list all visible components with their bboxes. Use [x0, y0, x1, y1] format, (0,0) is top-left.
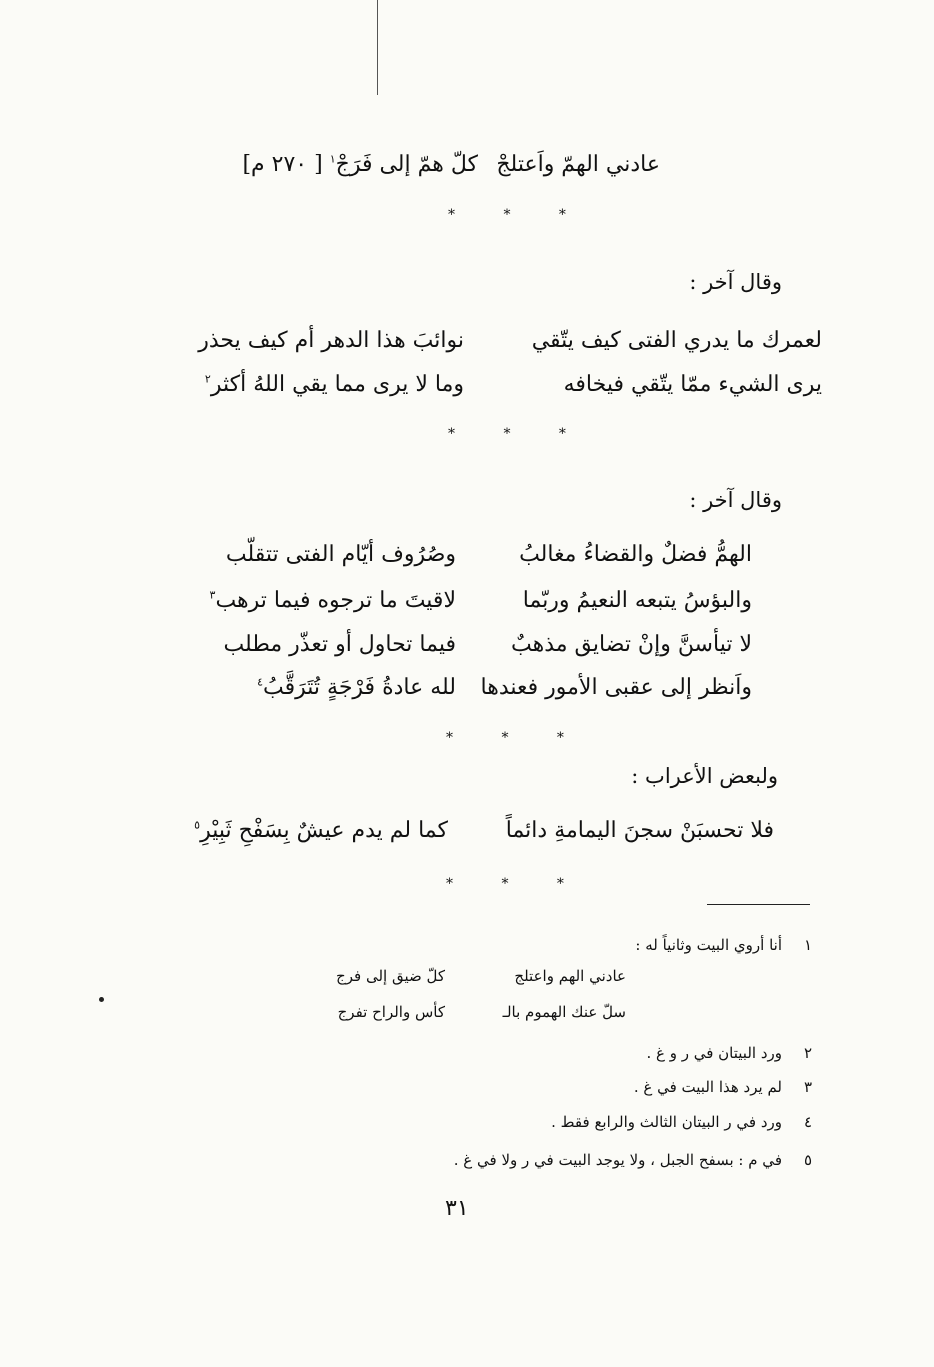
section-divider-stars: * * * — [446, 876, 586, 892]
footnote-4 — [300, 1113, 812, 1131]
verse-first-hemistich: فلا تحسبَنْ سجنَ اليمامةِ دائماً — [505, 818, 774, 843]
footnote-text: ورد البيتان في ر و غ . — [646, 1044, 782, 1062]
section-intro: وقال آخر : — [689, 270, 782, 294]
footnote-separator — [707, 904, 810, 905]
verse-first-hemistich: يرى الشيء ممّا يتّقي فيخافه — [563, 372, 822, 397]
footnote-verse-first: سلّ عنك الهموم بالـ — [502, 1003, 626, 1021]
footnote-marker: ٥ — [194, 818, 201, 832]
verse-first-hemistich: والبؤسُ يتبعه النعيمُ وربّما — [522, 588, 752, 613]
verse-second-hemistich: كما لم يدم عيشٌ بِسَفْحِ ثَبِيْرِ$^٥$ — [194, 818, 448, 843]
footnote-verse-second: كأس والراح تفرج — [337, 1003, 445, 1021]
section-divider-stars: * * * — [446, 730, 586, 746]
footnote-marker: ١ — [329, 152, 336, 166]
verse-second-hemistich: وصُرُوف أيّام الفتى تتقلّب — [225, 542, 456, 567]
footnote-text: في م : بسفح الجبل ، ولا يوجد البيت في ر ولا في غ . — [453, 1151, 782, 1169]
footnote-text: ورد في ر البيتان الثالث والرابع فقط . — [551, 1113, 782, 1131]
footnote-text: أنا أروي البيت وثانياً له : — [635, 936, 782, 954]
footnote-marker: ٤ — [257, 675, 264, 689]
footnote-marker: ٣ — [209, 588, 216, 602]
verse-first-hemistich: عادني الهمّ واَعتلجْ — [496, 152, 660, 177]
footnote-3 — [300, 1078, 812, 1096]
footnote-text: لم يرد هذا البيت في غ . — [633, 1078, 782, 1096]
footnote-verse-second: كلّ ضيق إلى فرج — [336, 967, 445, 985]
verse-second-hemistich: كلّ همّ إلى فَرَجْ$^١$ [ ٢٧٠ م] — [242, 152, 478, 177]
verse-second-hemistich: لاقيتَ ما ترجوه فيما ترهب$^٣$ — [209, 588, 456, 613]
verse-first-hemistich: واَنظر إلى عقبى الأمور فعندها — [480, 675, 752, 700]
manuscript-reference: [ ٢٧٠ م] — [242, 152, 323, 177]
verse-second-hemistich: وما لا يرى مما يقي اللهُ أكثر$^٢$ — [204, 372, 464, 397]
verse-first-hemistich: لعمرك ما يدري الفتى كيف يتّقي — [531, 328, 822, 353]
section-intro: وقال آخر : — [689, 488, 782, 512]
verse-first-hemistich: لا تيأسنَّ وإنْ تضايق مذهبٌ — [511, 632, 752, 657]
footnote-verse-first: عادني الهم واعتلج — [514, 967, 626, 985]
verse-second-hemistich: نوائبَ هذا الدهر أم كيف يحذر — [198, 328, 464, 353]
verse-first-hemistich: الهمُّ فضلٌ والقضاءُ مغالبُ — [519, 542, 752, 567]
footnote-number: ٤ — [803, 1113, 812, 1131]
footnote-marker: ٢ — [204, 372, 211, 386]
ink-speck — [99, 997, 104, 1002]
footnote-number: ٣ — [803, 1078, 812, 1096]
footnote-number: ٥ — [803, 1151, 812, 1169]
footnote-5 — [300, 1151, 812, 1169]
footnote-number: ٢ — [803, 1044, 812, 1062]
verse-second-hemistich: فيما تحاول أو تعذّر مطلب — [223, 632, 456, 657]
footnote-2 — [300, 1044, 812, 1062]
footnote-number: ١ — [803, 936, 812, 954]
gutter-line — [377, 0, 378, 95]
footnote-1 — [300, 936, 812, 954]
section-intro: ولبعض الأعراب : — [631, 764, 778, 788]
verse-second-hemistich: لله عادةُ فَرْجَةٍ تُتَرَقَّبُ$^٤$ — [257, 675, 456, 700]
page-number: ٣١ — [445, 1196, 469, 1221]
section-divider-stars: * * * — [448, 207, 588, 223]
section-divider-stars: * * * — [448, 426, 588, 442]
